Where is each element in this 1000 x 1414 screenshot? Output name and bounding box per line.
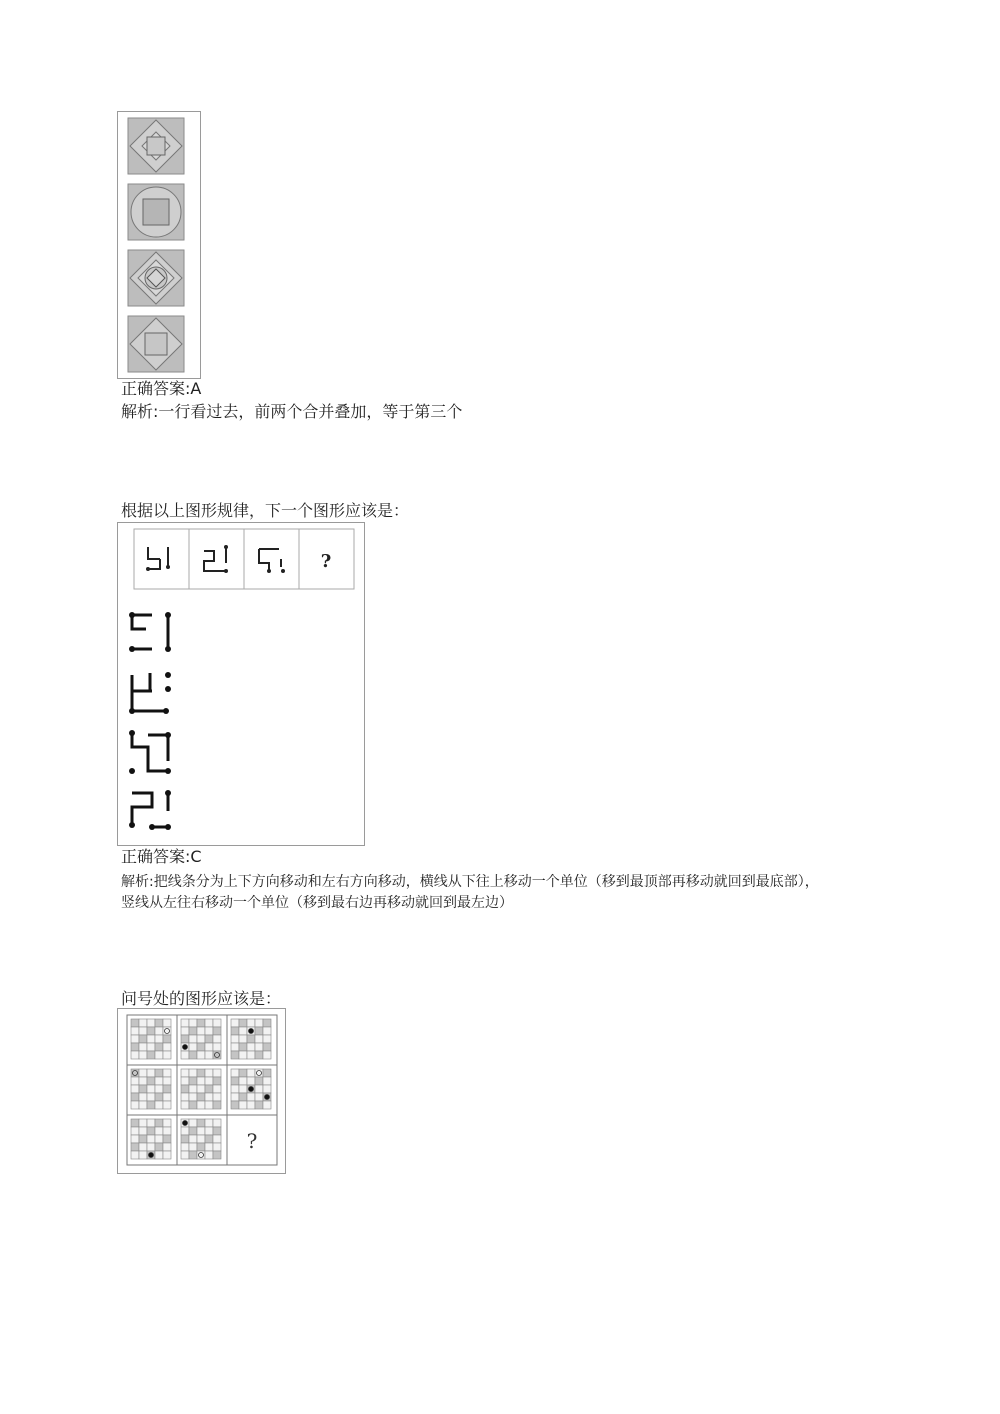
q3-cell-pattern: [231, 1069, 271, 1109]
q3-dot: [265, 1095, 270, 1100]
q3-cell-pattern: [131, 1019, 171, 1059]
q3-dot: [183, 1045, 188, 1050]
q1-option-b-shape: [128, 184, 184, 240]
q1-option-c-shape: [128, 250, 184, 306]
q3-figure: [117, 1008, 286, 1174]
q2-analysis-line2: 竖线从左往右移动一个单位（移到最右边再移动就回到最左边）: [121, 895, 513, 911]
q2-figure-svg: [118, 523, 364, 845]
q3-dot: [183, 1121, 188, 1126]
q3-cell-pattern: [181, 1019, 221, 1059]
q1-option-d-shape: [128, 316, 184, 372]
q2-figure: [117, 522, 365, 846]
q2-analysis-line1: 解析:把线条分为上下方向移动和左右方向移动，横线从下往上移动一个单位（移到最顶部再移动就回到最底部），: [121, 874, 819, 890]
q3-cell-pattern: [231, 1019, 271, 1059]
q1-options-figure: [117, 111, 201, 379]
q3-dot: [249, 1029, 254, 1034]
q2-options-dots: [129, 612, 171, 830]
q3-cell-pattern: [181, 1069, 221, 1109]
q2-question-mark: ?: [320, 551, 332, 572]
q3-cell-pattern: [181, 1119, 221, 1159]
q1-analysis: 解析:一行看过去，前两个合并叠加，等于第三个: [121, 402, 463, 421]
q3-cell-pattern: [131, 1069, 171, 1109]
q2-options-lines: [132, 615, 168, 827]
q2-prompt: 根据以上图形规律，下一个图形应该是：: [121, 501, 410, 520]
q3-dot: [149, 1153, 154, 1158]
q2-answer: 正确答案:C: [121, 847, 202, 866]
q1-option-a-shape: [128, 118, 184, 174]
q3-question-mark: ?: [246, 1129, 258, 1153]
q3-dot: [249, 1087, 254, 1092]
q3-grid-svg: [118, 1009, 285, 1173]
q1-answer: 正确答案:A: [121, 379, 202, 398]
q3-cell-pattern: [131, 1119, 171, 1159]
q3-prompt: 问号处的图形应该是：: [121, 989, 282, 1008]
q1-options-svg: [118, 112, 200, 378]
